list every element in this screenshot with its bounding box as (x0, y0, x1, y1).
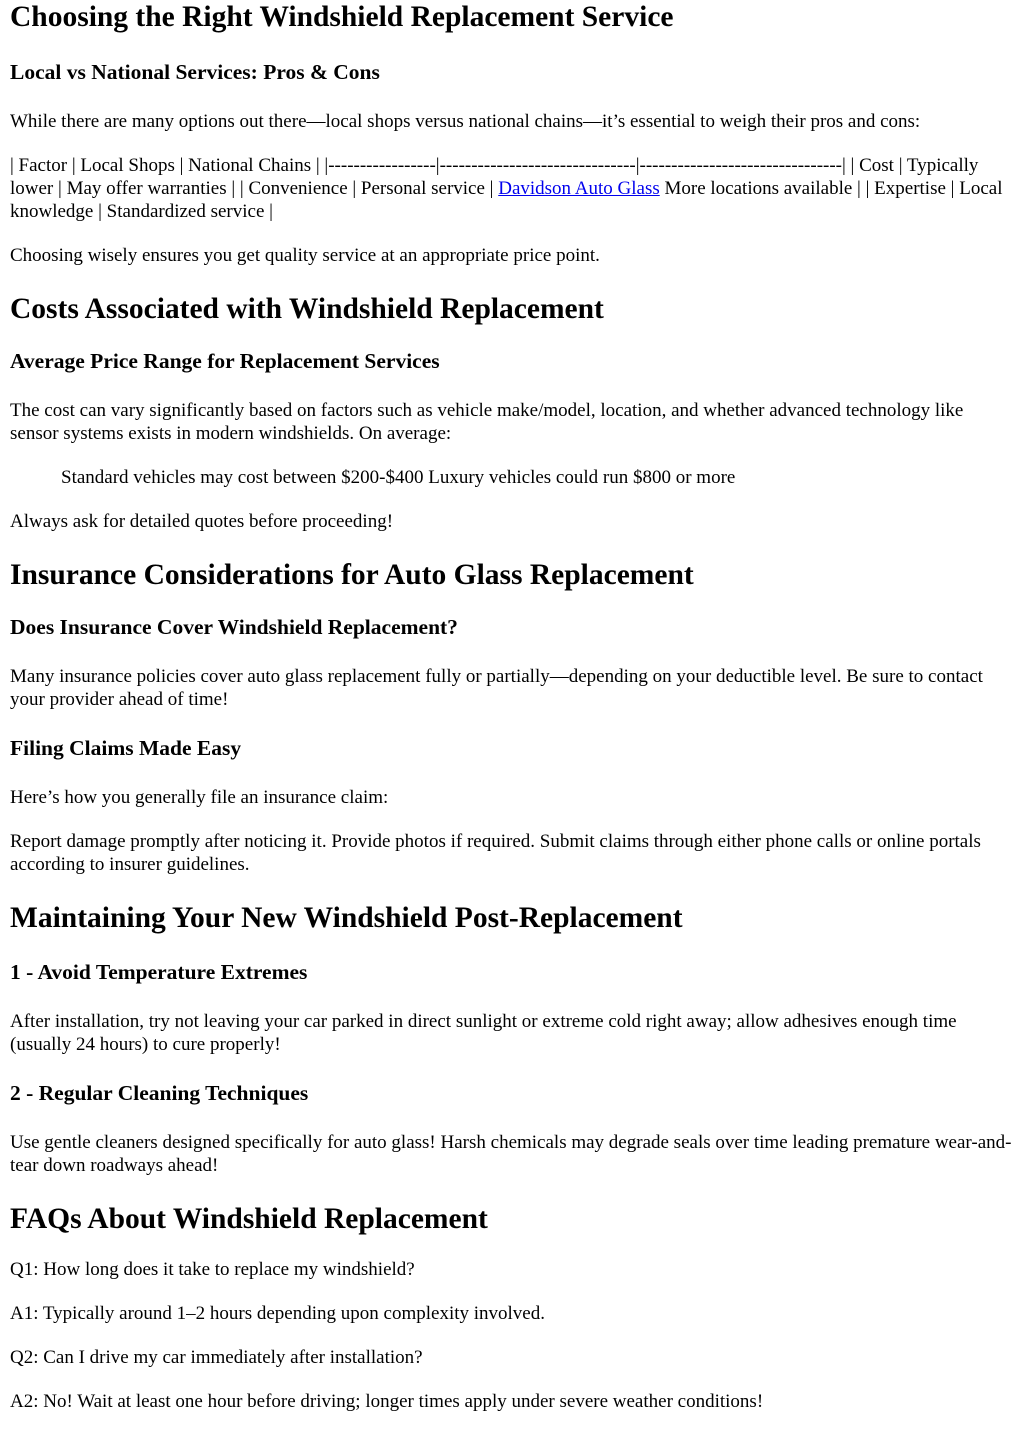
davidson-auto-glass-link[interactable]: Davidson Auto Glass (498, 178, 660, 199)
paragraph-cleaning-techniques: Use gentle cleaners designed specifically for auto glass! Harsh chemicals may degrade seals over time leading premature wear-and-tear down roadways ahead! (10, 1132, 1012, 1176)
paragraph-detailed-quotes: Always ask for detailed quotes before proceeding! (10, 511, 394, 532)
heading-average-price-range: Average Price Range for Replacement Services (10, 349, 440, 373)
heading-local-vs-national: Local vs National Services: Pros & Cons (10, 60, 380, 84)
heading-cleaning-techniques: 2 - Regular Cleaning Techniques (10, 1081, 309, 1105)
paragraph-cost-factors: The cost can vary significantly based on factors such as vehicle make/model, location, and whether advanced technology like sensor systems exists in modern windshields. On average: (10, 400, 964, 444)
comparison-table-text-start: | Factor | Local Shops | National Chains | |-----------------|-------------------------------|--------------------------------| | Cost | Typically lower | May offer warranties | | Convenience | Personal service | (10, 155, 979, 199)
faq-answer-2: A2: No! Wait at least one hour before driving; longer times apply under severe weather conditions! (10, 1391, 764, 1412)
price-list: Standard vehicles may cost between $200-$400 Luxury vehicles could run $800 or more (61, 467, 736, 488)
comparison-table-text-end: More locations available | | Expertise | Local knowledge | Standardized service | (10, 178, 1003, 222)
heading-choosing-service: Choosing the Right Windshield Replacement Service (10, 1, 674, 33)
paragraph-choosing-wisely: Choosing wisely ensures you get quality service at an appropriate price point. (10, 245, 600, 266)
faq-question-2: Q2: Can I drive my car immediately after installation? (10, 1347, 423, 1368)
heading-faqs: FAQs About Windshield Replacement (10, 1203, 488, 1235)
faq-answer-1: A1: Typically around 1–2 hours depending upon complexity involved. (10, 1303, 545, 1324)
heading-avoid-temperature: 1 - Avoid Temperature Extremes (10, 960, 308, 984)
comparison-table-text (10, 154, 1014, 223)
paragraph-insurance-coverage: Many insurance policies cover auto glass replacement fully or partially—depending on your deductible level. Be sure to contact your provider ahead of time! (10, 666, 983, 710)
faq-question-1: Q1: How long does it take to replace my windshield? (10, 1259, 415, 1280)
paragraph-avoid-temperature: After installation, try not leaving your car parked in direct sunlight or extreme cold right away; allow adhesives enough time (usually 24 hours) to cure properly! (10, 1011, 957, 1055)
paragraph-local-vs-national-intro: While there are many options out there—local shops versus national chains—it’s essential to weigh their pros and cons: (10, 111, 921, 132)
heading-insurance: Insurance Considerations for Auto Glass Replacement (10, 559, 694, 591)
heading-insurance-coverage: Does Insurance Cover Windshield Replacement? (10, 615, 458, 639)
heading-costs: Costs Associated with Windshield Replacement (10, 293, 604, 325)
paragraph-claim-intro: Here’s how you generally file an insurance claim: (10, 787, 389, 808)
heading-filing-claims: Filing Claims Made Easy (10, 736, 242, 760)
paragraph-claim-steps: Report damage promptly after noticing it. Provide photos if required. Submit claims through either phone calls or online portals according to insurer guidelines. (10, 831, 981, 875)
heading-maintaining: Maintaining Your New Windshield Post-Replacement (10, 902, 683, 934)
